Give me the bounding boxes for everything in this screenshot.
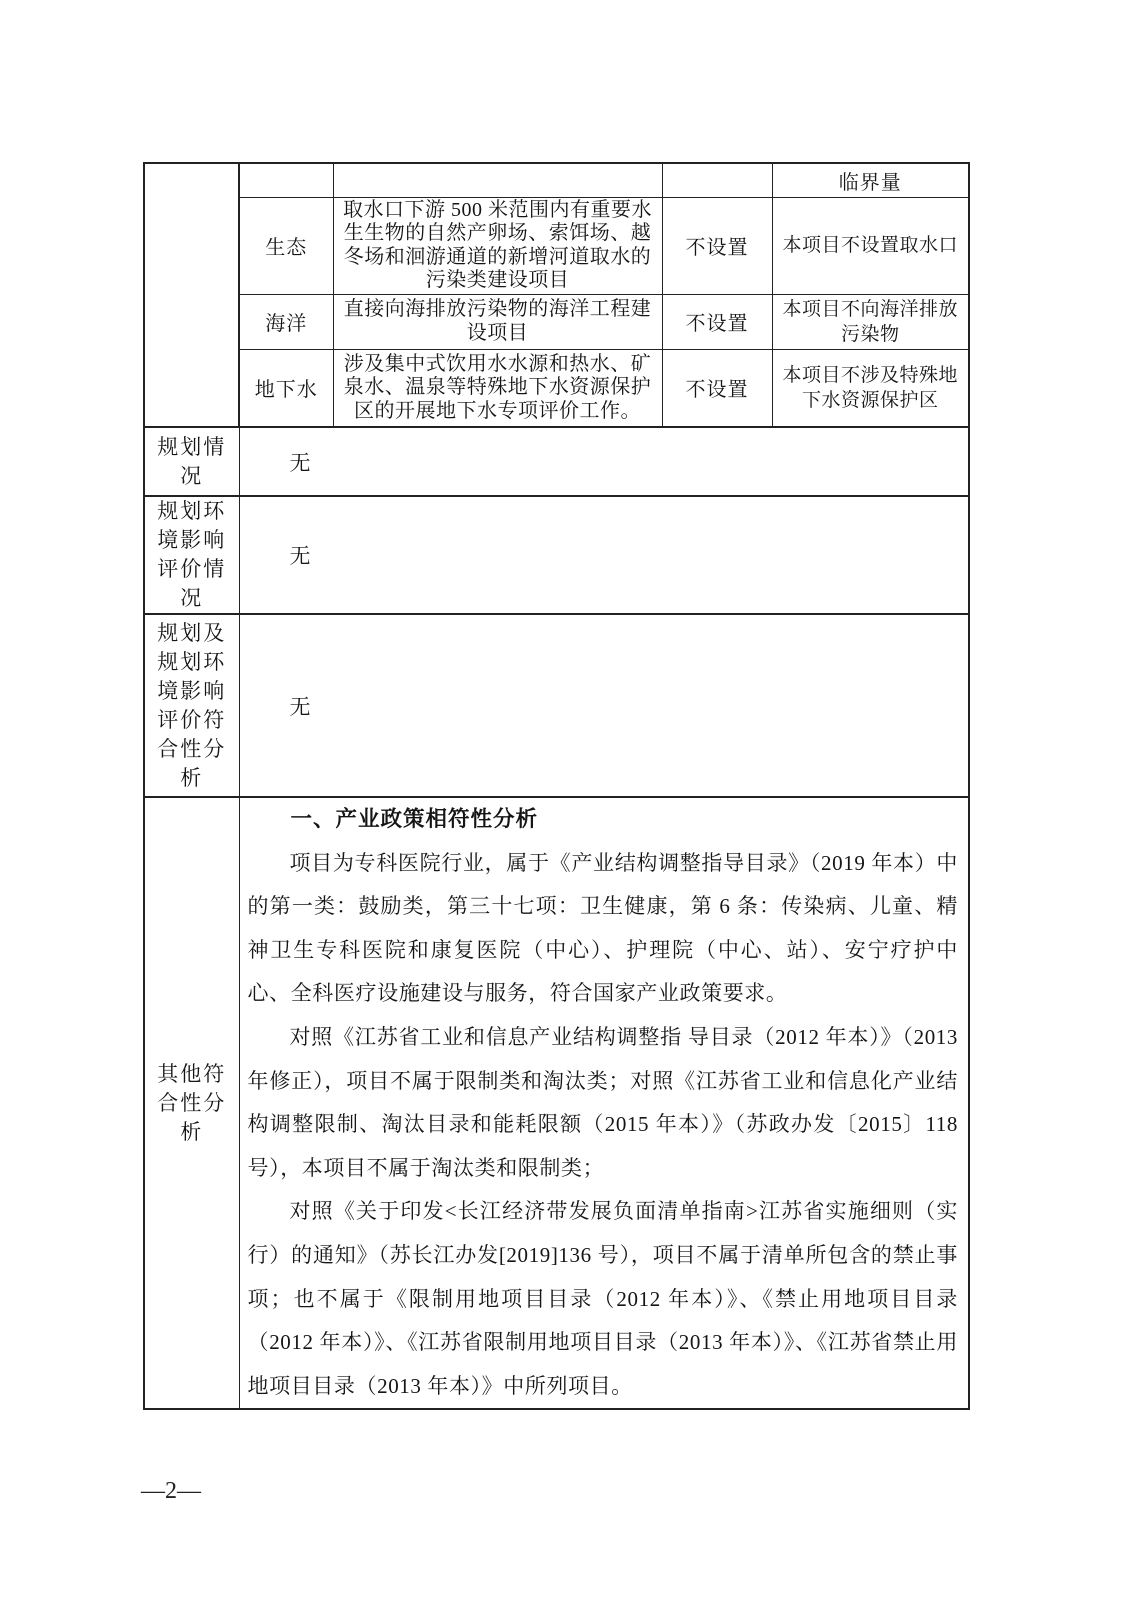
content-planning-eia-status: 无	[239, 496, 969, 614]
table-row	[144, 349, 969, 427]
page-number: —2—	[141, 1478, 201, 1504]
row-label-other-conformity: 其他符合性分析	[144, 797, 239, 1409]
table-row	[144, 197, 969, 294]
row-label-planning-eia-status: 规划环境影响评价情况	[144, 496, 239, 614]
setting-cell: 不设置	[662, 349, 772, 427]
description-cell: 直接向海排放污染物的海洋工程建设项目	[333, 294, 662, 349]
empty-cell	[239, 163, 333, 197]
content-planning-conformity: 无	[239, 614, 969, 797]
content-other-conformity	[239, 797, 969, 1409]
table-row	[144, 614, 969, 797]
table-row	[144, 496, 969, 614]
table-row	[144, 427, 969, 496]
merged-empty-cell	[144, 163, 239, 427]
result-cell: 本项目不设置取水口	[772, 197, 969, 294]
eia-form-table	[143, 162, 970, 1410]
empty-cell	[333, 163, 662, 197]
analysis-title: 一、产业政策相符性分析	[290, 807, 539, 831]
empty-cell	[662, 163, 772, 197]
category-cell: 地下水	[239, 349, 333, 427]
analysis-paragraph: 对照《关于印发<长江经济带发展负面清单指南>江苏省实施细则（实行）的通知》（苏长江办发[2019]136 号），项目不属于清单所包含的禁止事项；也不属于《限制用地项目目录（2012 年本）》、《禁止用地项目目录（2012 年本）》、《江苏省限制用地项目目录（2013 年本）》、《江苏省禁止用地项目目录（2013 年本）》中所列项目。	[247, 1199, 958, 1398]
critical-quantity-header: 临界量	[772, 163, 969, 197]
analysis-paragraph: 项目为专科医院行业，属于《产业结构调整指导目录》（2019 年本）中的第一类：鼓励类，第三十七项：卫生健康，第 6 条：传染病、儿童、精神卫生专科医院和康复医院（中心）、护理院（中心、站）、安宁疗护中心、全科医疗设施建设与服务，符合国家产业政策要求。	[247, 850, 958, 1006]
category-cell: 生态	[239, 197, 333, 294]
result-cell: 本项目不涉及特殊地下水资源保护区	[772, 349, 969, 427]
setting-cell: 不设置	[662, 197, 772, 294]
row-label-planning-conformity: 规划及规划环境影响评价符合性分析	[144, 614, 239, 797]
table-row	[144, 163, 969, 197]
category-cell: 海洋	[239, 294, 333, 349]
table-row	[144, 797, 969, 1409]
content-planning-status: 无	[239, 427, 969, 496]
row-label-planning-status: 规划情况	[144, 427, 239, 496]
setting-cell: 不设置	[662, 294, 772, 349]
description-cell: 涉及集中式饮用水水源和热水、矿泉水、温泉等特殊地下水资源保护区的开展地下水专项评价工作。	[333, 349, 662, 427]
result-cell: 本项目不向海洋排放污染物	[772, 294, 969, 349]
analysis-paragraph: 对照《江苏省工业和信息产业结构调整指 导目录（2012 年本）》（2013 年修正），项目不属于限制类和淘汰类；对照《江苏省工业和信息化产业结构调整限制、淘汰目录和能耗限额（2015 年本）》（苏政办发〔2015〕118 号），本项目不属于淘汰类和限制类；	[247, 1024, 958, 1180]
table-row	[144, 294, 969, 349]
description-cell: 取水口下游 500 米范围内有重要水生生物的自然产卵场、索饵场、越冬场和洄游通道的新增河道取水的污染类建设项目	[333, 197, 662, 294]
